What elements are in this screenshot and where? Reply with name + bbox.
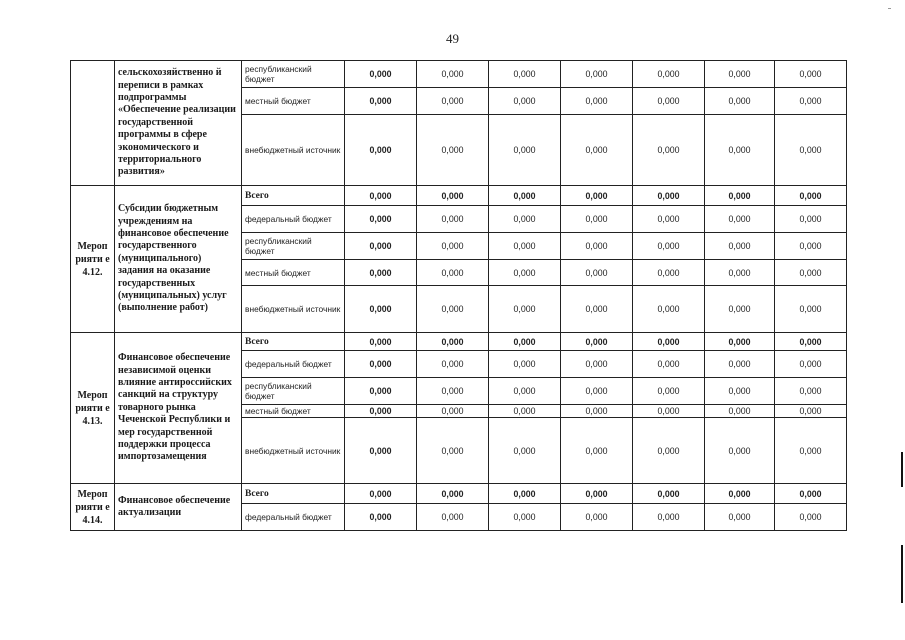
- amount-cell: 0,000: [489, 405, 561, 418]
- amount-cell: 0,000: [775, 61, 847, 88]
- amount-cell: 0,000: [705, 405, 775, 418]
- amount-cell: 0,000: [345, 333, 417, 351]
- amount-cell: 0,000: [561, 286, 633, 333]
- amount-cell: 0,000: [705, 186, 775, 206]
- table-row: [71, 484, 847, 504]
- event-description-cell: Субсидии бюджетным учреждениям на финансовое обеспечение государственного (муниципального) задания на оказание государственных (муниципальных) услуг (выполнение работ): [115, 186, 242, 333]
- funding-source-cell: местный бюджет: [242, 88, 345, 115]
- amount-cell: 0,000: [417, 233, 489, 260]
- amount-cell: 0,000: [705, 260, 775, 286]
- funding-source-cell: федеральный бюджет: [242, 504, 345, 531]
- amount-cell: 0,000: [489, 186, 561, 206]
- amount-cell: 0,000: [705, 351, 775, 378]
- amount-cell: 0,000: [489, 484, 561, 504]
- amount-cell: 0,000: [705, 115, 775, 186]
- funding-source-cell: внебюджетный источник: [242, 286, 345, 333]
- amount-cell: 0,000: [345, 418, 417, 484]
- amount-cell: 0,000: [775, 206, 847, 233]
- amount-cell: 0,000: [561, 233, 633, 260]
- amount-cell: 0,000: [489, 61, 561, 88]
- event-description-cell: Финансовое обеспечение актуализации: [115, 484, 242, 531]
- amount-cell: 0,000: [705, 286, 775, 333]
- amount-cell: 0,000: [705, 378, 775, 405]
- amount-cell: 0,000: [775, 418, 847, 484]
- amount-cell: 0,000: [489, 260, 561, 286]
- amount-cell: 0,000: [633, 88, 705, 115]
- amount-cell: 0,000: [633, 418, 705, 484]
- amount-cell: 0,000: [775, 333, 847, 351]
- amount-cell: 0,000: [775, 115, 847, 186]
- amount-cell: 0,000: [345, 405, 417, 418]
- amount-cell: 0,000: [775, 504, 847, 531]
- amount-cell: 0,000: [345, 206, 417, 233]
- amount-cell: 0,000: [561, 504, 633, 531]
- amount-cell: 0,000: [417, 260, 489, 286]
- amount-cell: 0,000: [489, 206, 561, 233]
- amount-cell: 0,000: [489, 351, 561, 378]
- event-description-cell: Финансовое обеспечение независимой оценки влияние антироссийских санкций на структуру товарного рынка Чеченской Республики и мер государственной поддержки процесса импортозамещения: [115, 333, 242, 484]
- amount-cell: 0,000: [345, 286, 417, 333]
- page-number: 49: [446, 31, 459, 46]
- event-code-cell: Мероп рияти е 4.13.: [71, 333, 115, 484]
- amount-cell: 0,000: [705, 61, 775, 88]
- amount-cell: 0,000: [633, 351, 705, 378]
- amount-cell: 0,000: [775, 351, 847, 378]
- amount-cell: 0,000: [489, 333, 561, 351]
- funding-source-cell: внебюджетный источник: [242, 418, 345, 484]
- amount-cell: 0,000: [561, 405, 633, 418]
- amount-cell: 0,000: [775, 378, 847, 405]
- amount-cell: 0,000: [345, 484, 417, 504]
- amount-cell: 0,000: [417, 186, 489, 206]
- amount-cell: 0,000: [633, 333, 705, 351]
- amount-cell: 0,000: [775, 405, 847, 418]
- amount-cell: 0,000: [633, 206, 705, 233]
- amount-cell: 0,000: [633, 378, 705, 405]
- amount-cell: 0,000: [775, 186, 847, 206]
- amount-cell: 0,000: [633, 61, 705, 88]
- amount-cell: 0,000: [489, 504, 561, 531]
- amount-cell: 0,000: [489, 378, 561, 405]
- budget-table: [70, 60, 847, 531]
- amount-cell: 0,000: [775, 286, 847, 333]
- funding-source-cell: федеральный бюджет: [242, 351, 345, 378]
- event-description-cell: сельскохозяйственно й переписи в рамках подпрограммы «Обеспечение реализации государственной программы в сфере экономического и территориального развития»: [115, 61, 242, 186]
- amount-cell: 0,000: [345, 504, 417, 531]
- amount-cell: 0,000: [633, 504, 705, 531]
- amount-cell: 0,000: [705, 88, 775, 115]
- amount-cell: 0,000: [705, 484, 775, 504]
- amount-cell: 0,000: [561, 484, 633, 504]
- amount-cell: 0,000: [705, 504, 775, 531]
- table-row: [71, 186, 847, 206]
- amount-cell: 0,000: [345, 88, 417, 115]
- amount-cell: 0,000: [705, 333, 775, 351]
- table-row: [71, 333, 847, 351]
- funding-source-cell: Всего: [242, 186, 345, 206]
- amount-cell: 0,000: [633, 405, 705, 418]
- amount-cell: 0,000: [633, 260, 705, 286]
- amount-cell: 0,000: [417, 286, 489, 333]
- amount-cell: 0,000: [345, 378, 417, 405]
- amount-cell: 0,000: [561, 88, 633, 115]
- amount-cell: 0,000: [489, 418, 561, 484]
- amount-cell: 0,000: [489, 286, 561, 333]
- funding-source-cell: Всего: [242, 333, 345, 351]
- amount-cell: 0,000: [489, 88, 561, 115]
- amount-cell: 0,000: [561, 115, 633, 186]
- funding-source-cell: местный бюджет: [242, 260, 345, 286]
- amount-cell: 0,000: [345, 260, 417, 286]
- amount-cell: 0,000: [561, 186, 633, 206]
- amount-cell: 0,000: [417, 378, 489, 405]
- amount-cell: 0,000: [417, 115, 489, 186]
- amount-cell: 0,000: [417, 405, 489, 418]
- event-code-cell: Мероп рияти е 4.12.: [71, 186, 115, 333]
- amount-cell: 0,000: [561, 418, 633, 484]
- amount-cell: 0,000: [633, 286, 705, 333]
- funding-source-cell: республиканский бюджет: [242, 378, 345, 405]
- amount-cell: 0,000: [633, 115, 705, 186]
- amount-cell: 0,000: [561, 260, 633, 286]
- event-code-cell: Мероп рияти е 4.14.: [71, 484, 115, 531]
- funding-source-cell: федеральный бюджет: [242, 206, 345, 233]
- funding-source-cell: внебюджетный источник: [242, 115, 345, 186]
- amount-cell: 0,000: [705, 418, 775, 484]
- scan-edge-tick: [888, 8, 891, 9]
- amount-cell: 0,000: [633, 233, 705, 260]
- amount-cell: 0,000: [775, 484, 847, 504]
- amount-cell: 0,000: [775, 233, 847, 260]
- funding-source-cell: республиканский бюджет: [242, 61, 345, 88]
- amount-cell: 0,000: [417, 61, 489, 88]
- amount-cell: 0,000: [775, 88, 847, 115]
- amount-cell: 0,000: [633, 186, 705, 206]
- amount-cell: 0,000: [561, 333, 633, 351]
- amount-cell: 0,000: [633, 484, 705, 504]
- amount-cell: 0,000: [417, 351, 489, 378]
- funding-source-cell: местный бюджет: [242, 405, 345, 418]
- amount-cell: 0,000: [417, 418, 489, 484]
- table-row: [71, 61, 847, 88]
- amount-cell: 0,000: [561, 206, 633, 233]
- amount-cell: 0,000: [705, 206, 775, 233]
- amount-cell: 0,000: [345, 61, 417, 88]
- amount-cell: 0,000: [561, 378, 633, 405]
- amount-cell: 0,000: [345, 186, 417, 206]
- amount-cell: 0,000: [417, 333, 489, 351]
- amount-cell: 0,000: [417, 88, 489, 115]
- funding-source-cell: Всего: [242, 484, 345, 504]
- amount-cell: 0,000: [775, 260, 847, 286]
- amount-cell: 0,000: [561, 351, 633, 378]
- amount-cell: 0,000: [489, 233, 561, 260]
- amount-cell: 0,000: [561, 61, 633, 88]
- scan-binding-mark: [901, 452, 903, 487]
- event-code-cell: [71, 61, 115, 186]
- amount-cell: 0,000: [345, 233, 417, 260]
- funding-source-cell: республиканский бюджет: [242, 233, 345, 260]
- amount-cell: 0,000: [417, 206, 489, 233]
- amount-cell: 0,000: [489, 115, 561, 186]
- amount-cell: 0,000: [417, 484, 489, 504]
- scan-binding-mark: [901, 545, 903, 603]
- amount-cell: 0,000: [345, 115, 417, 186]
- amount-cell: 0,000: [705, 233, 775, 260]
- amount-cell: 0,000: [345, 351, 417, 378]
- amount-cell: 0,000: [417, 504, 489, 531]
